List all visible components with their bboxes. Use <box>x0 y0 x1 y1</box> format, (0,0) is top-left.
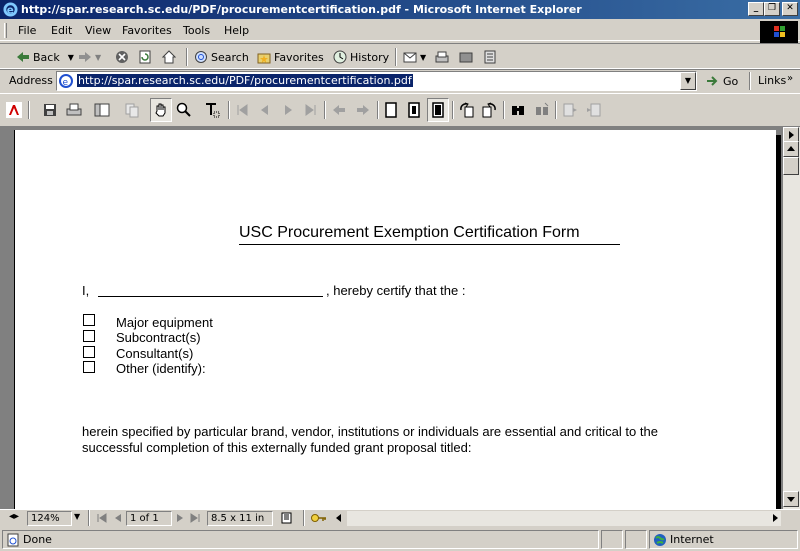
zoom-field[interactable] <box>27 511 72 526</box>
go-arrow-icon <box>706 74 720 88</box>
page-status-icon <box>6 533 20 547</box>
page-icon <box>59 74 73 88</box>
search-icon <box>194 50 208 64</box>
horizontal-scrollbar[interactable] <box>347 511 781 526</box>
menu-edit[interactable]: Edit <box>51 24 73 37</box>
option-subcontracts: Subcontract(s) <box>116 330 201 345</box>
discuss-icon <box>483 50 497 64</box>
windows-flag-icon <box>760 21 798 43</box>
text-select-icon[interactable] <box>204 102 220 118</box>
standard-toolbar <box>0 43 800 69</box>
close-button[interactable]: ✕ <box>782 2 798 16</box>
scroll-up-arrow-button[interactable] <box>783 141 799 157</box>
address-label: Address <box>9 74 53 87</box>
forward-dropdown-icon[interactable]: ▼ <box>95 52 102 62</box>
first-page-small-icon <box>96 512 108 524</box>
status-text: Done <box>23 533 52 546</box>
save-icon[interactable] <box>42 102 58 118</box>
mail-icon <box>403 50 417 64</box>
edit-button[interactable] <box>459 48 476 66</box>
title-underline <box>239 244 620 245</box>
hand-icon <box>153 102 169 118</box>
certify-suffix: , hereby certify that the : <box>326 283 466 298</box>
scroll-left-arrow-icon[interactable] <box>333 512 345 524</box>
search-web-icon[interactable] <box>534 102 550 118</box>
first-page-icon <box>234 102 250 118</box>
svg-text:e: e <box>6 4 14 17</box>
windows-logo <box>760 21 798 43</box>
option-major-equipment: Major equipment <box>116 315 213 330</box>
pdf-status-bar <box>0 509 800 527</box>
scroll-right-arrow-icon <box>784 128 798 142</box>
mail-dropdown-icon[interactable]: ▼ <box>420 52 427 62</box>
checkbox-subcontracts[interactable] <box>83 330 95 342</box>
status-text-cell <box>2 530 599 549</box>
print-icon[interactable] <box>66 102 82 118</box>
toolbar-separator <box>186 48 188 66</box>
fit-page-icon[interactable] <box>406 102 422 118</box>
back-label: Back <box>33 50 60 64</box>
pdf-separator <box>377 101 379 119</box>
status-bar <box>0 528 800 551</box>
refresh-button[interactable] <box>138 48 155 66</box>
scroll-thumb[interactable] <box>783 157 799 175</box>
hand-tool-button[interactable] <box>150 98 172 122</box>
edit-icon <box>459 50 473 64</box>
page-size: 8.5 x 11 in <box>211 513 265 524</box>
home-button[interactable] <box>162 48 179 66</box>
page-number: 1 of 1 <box>130 513 159 524</box>
status-cell <box>625 530 647 549</box>
favorites-folder-icon <box>257 50 271 64</box>
history-button[interactable] <box>333 48 389 66</box>
fit-width-icon <box>430 102 446 118</box>
previous-page-small-icon <box>112 512 124 524</box>
address-input[interactable] <box>56 71 697 91</box>
zoom-icon[interactable] <box>176 102 192 118</box>
last-page-small-icon <box>189 512 201 524</box>
pdf-page <box>14 130 776 509</box>
previous-page-icon <box>257 102 273 118</box>
zone-cell <box>649 530 798 549</box>
menu-tools[interactable]: Tools <box>183 24 211 37</box>
paragraph-line-1: herein specified by particular brand, vendor, institutions or individuals are essential and critical to the <box>82 424 658 439</box>
checkbox-other[interactable] <box>83 361 95 373</box>
actual-size-icon[interactable] <box>383 102 399 118</box>
pdf-toolbar <box>0 93 800 127</box>
option-consultants: Consultant(s) <box>116 346 194 361</box>
history-icon <box>333 50 347 64</box>
discuss-button[interactable] <box>483 48 500 66</box>
zoom-dropdown-icon[interactable]: ▼ <box>74 512 81 521</box>
pdf-separator <box>555 101 557 119</box>
adobe-logo-icon[interactable] <box>6 102 22 118</box>
history-label: History <box>350 50 390 64</box>
rotate-right-icon[interactable] <box>481 102 497 118</box>
toolbar-separator <box>749 72 751 90</box>
find-icon[interactable] <box>510 102 526 118</box>
vertical-scrollbar[interactable] <box>783 127 800 509</box>
zoom-value: 124% <box>31 513 60 524</box>
up-arrow-icon <box>784 142 798 156</box>
minimize-button[interactable]: _ <box>748 2 764 16</box>
pdf-separator <box>324 101 326 119</box>
refresh-icon <box>138 50 152 64</box>
favorites-button[interactable] <box>257 48 324 66</box>
page-layout-icon[interactable] <box>281 512 295 524</box>
down-arrow-icon <box>784 492 798 506</box>
name-blank-line <box>98 296 323 297</box>
last-page-icon <box>303 102 319 118</box>
security-key-icon[interactable] <box>311 513 327 523</box>
menu-view[interactable]: View <box>85 24 112 37</box>
status-separator <box>88 510 90 526</box>
checkbox-major-equipment[interactable] <box>83 314 95 326</box>
menu-favorites[interactable]: Favorites <box>122 24 172 37</box>
status-separator <box>303 510 305 526</box>
form-tools-icon <box>562 102 578 118</box>
form-next-icon <box>586 102 602 118</box>
go-button[interactable] <box>706 72 738 90</box>
title-bar[interactable] <box>0 0 800 19</box>
page-shadow <box>776 135 781 509</box>
toolbar-separator <box>395 48 397 66</box>
forward-button[interactable] <box>78 48 101 66</box>
home-icon <box>162 50 176 64</box>
internet-globe-icon <box>653 533 667 547</box>
checkbox-consultants[interactable] <box>83 346 95 358</box>
menu-file[interactable]: File <box>18 24 37 37</box>
go-label: Go <box>723 74 739 88</box>
split-handle-icon[interactable]: ◂▸ <box>9 511 20 522</box>
print-button[interactable] <box>435 48 452 66</box>
show-hide-navigation-icon[interactable] <box>94 102 110 118</box>
scroll-right-arrow-icon[interactable] <box>769 512 781 524</box>
mail-button[interactable] <box>403 48 426 66</box>
copy-icon <box>124 102 140 118</box>
maximize-button[interactable]: ❐ <box>764 2 780 16</box>
search-label: Search <box>211 50 249 64</box>
menu-help[interactable]: Help <box>224 24 250 37</box>
pdf-separator <box>503 101 505 119</box>
links-more-icon[interactable]: » <box>787 73 794 84</box>
links-button[interactable]: Links <box>758 74 787 87</box>
search-button[interactable] <box>194 48 249 66</box>
stop-button[interactable] <box>115 48 132 66</box>
option-other: Other (identify): <box>116 361 206 376</box>
paragraph-line-2: successful completion of this externally funded grant proposal titled: <box>82 440 472 455</box>
stop-icon <box>115 50 129 64</box>
go-forward-icon <box>355 102 371 118</box>
pdf-separator <box>452 101 454 119</box>
back-dropdown-icon[interactable]: ▼ <box>67 52 74 62</box>
back-arrow-icon <box>16 50 30 64</box>
address-url: http://spar.research.sc.edu/PDF/procurementcertification.pdf <box>78 74 412 87</box>
address-bar <box>0 69 800 92</box>
page-size-field <box>207 511 273 526</box>
document-viewport[interactable] <box>0 127 800 509</box>
pdf-separator <box>228 101 230 119</box>
ie-logo-icon <box>3 2 18 17</box>
rotate-left-icon[interactable] <box>459 102 475 118</box>
fit-width-button[interactable] <box>427 98 449 122</box>
window-title: http://spar.research.sc.edu/PDF/procurementcertification.pdf - Microsoft Internet Explorer <box>21 3 582 16</box>
go-back-icon <box>331 102 347 118</box>
favorites-label: Favorites <box>274 50 324 64</box>
menu-bar <box>0 20 800 41</box>
status-cell <box>601 530 623 549</box>
pdf-separator <box>28 101 30 119</box>
printer-icon <box>435 50 449 64</box>
next-page-small-icon <box>174 512 186 524</box>
page-number-field[interactable] <box>126 511 172 526</box>
scroll-down-button[interactable] <box>783 491 799 507</box>
next-page-icon <box>280 102 296 118</box>
forward-arrow-icon <box>78 50 92 64</box>
address-dropdown-icon[interactable]: ▼ <box>680 72 696 90</box>
certify-prefix: I, <box>82 283 90 298</box>
svg-text:e: e <box>62 78 69 88</box>
form-title: USC Procurement Exemption Certification Form <box>239 224 580 241</box>
back-button[interactable] <box>16 48 74 66</box>
menu-grip <box>4 23 7 38</box>
zone-label: Internet <box>670 533 714 546</box>
